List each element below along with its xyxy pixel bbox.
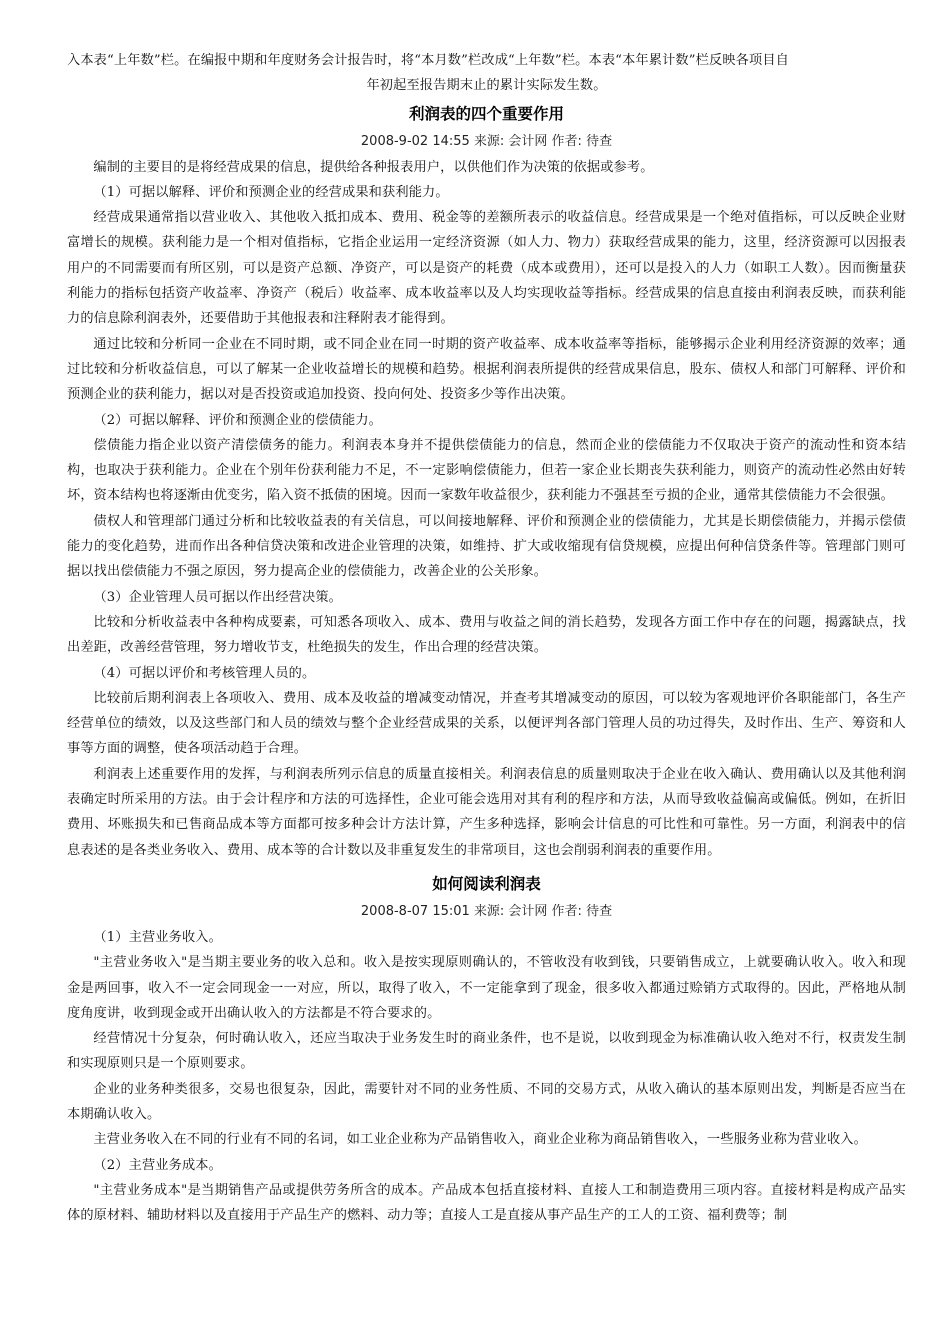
paragraph: 通过比较和分析同一企业在不同时期，或不同企业在同一时期的资产收益率、成本收益率等指标，能够揭示企业利用经济资源的效率；通过比较和分析收益信息，可以了解某一企业收益增长的规模和趋势。根据利润表所提供的经营成果信息，股东、债权人和部门可解释、评价和预测企业的获利能力，据以对是否投资或追加投资、投向何处、投资多少等作出决策。 (67, 336, 906, 403)
article-meta: 2008-8-07 15:01 来源: 会计网 作者: 待查 (360, 903, 613, 919)
article-meta: 2008-9-02 14:55 来源: 会计网 作者: 待查 (360, 133, 613, 149)
paragraph: "主营业务成本"是当期销售产品或提供劳务所含的成本。产品成本包括直接材料、直接人工和制造费用三项内容。直接材料是构成产品实体的原材料、辅助材料以及直接用于产品生产的燃料、动力等；直接人工是直接从事产品生产的工人的工资、福利费等；制 (67, 1182, 906, 1224)
paragraph: 经营情况十分复杂，何时确认收入，还应当取决于业务发生时的商业条件，也不是说，以收到现金为标准确认收入绝对不行，权责发生制和实现原则只是一个原则要求。 (67, 1031, 906, 1072)
paragraph: 比较前后期利润表上各项收入、费用、成本及收益的增减变动情况，并查考其增减变动的原因，可以较为客观地评价各职能部门，各生产经营单位的绩效，以及这些部门和人员的绩效与整个企业经营成果的关系，以便评判各部门管理人员的功过得失，及时作出、生产、筹资和人事等方面的调整，使各项活动趋于合理。 (67, 690, 906, 757)
intro-line-1: 入本表“上年数”栏。在编报中期和年度财务会计报告时，将“本月数”栏改成“上年数”栏。本表“本年累计数”栏反映各项目自 (67, 53, 790, 68)
paragraph: 编制的主要目的是将经营成果的信息，提供给各种报表用户，以供他们作为决策的依据或参考。 (93, 159, 654, 175)
paragraph: 利润表上述重要作用的发挥，与利润表所列示信息的质量直接相关。利润表信息的质量则取决于企业在收入确认、费用确认以及其他利润表确定时所采用的方法。由于会计程序和方法的可选择性，企业可能会选用对其有利的程序和方法，从而导致收益偏高或偏低。例如，在折旧费用、坏账损失和已售商品成本等方面都可按多种会计方法计算，产生多种选择，影响会计信息的可比性和可靠性。另一方面，利润表中的信息表述的是各类业务收入、费用、成本等的合计数以及非重复发生的非常项目，这也会削弱利润表的重要作用。 (67, 766, 906, 858)
article-title-profit-statement-roles: 利润表的四个重要作用 (408, 104, 564, 123)
paragraph: "主营业务收入"是当期主要业务的收入总和。收入是按实现原则确认的，不管收没有收到钱，只要销售成立，上就要确认收入。收入和现金是两回事，收入不一定会同现金一一对应，所以，取得了收入，不一定能拿到了现金，很多收入都通过赊销方式取得的。因此，严格地从制度角度讲，收到现金或开出确认收入的方法都是不符合要求的。 (67, 955, 906, 1021)
intro-line-2: 年初起至报告期末止的累计实际发生数。 (366, 78, 607, 94)
paragraph: 主营业务收入在不同的行业有不同的名词，如工业企业称为产品销售收入，商业企业称为商品销售收入，一些服务业称为营业收入。 (93, 1132, 867, 1148)
section-heading: （2）主营业务成本。 (93, 1157, 222, 1173)
section-heading: （1）可据以解释、评价和预测企业的经营成果和获利能力。 (93, 184, 449, 200)
section-heading: （4）可据以评价和考核管理人员的。 (93, 665, 316, 681)
article-title-how-to-read: 如何阅读利润表 (432, 874, 541, 893)
paragraph: 债权人和管理部门通过分析和比较收益表的有关信息，可以间接地解释、评价和预测企业的偿债能力，尤其是长期偿债能力，并揭示偿债能力的变化趋势，进而作出各种信贷决策和改进企业管理的决策，如维持、扩大或收缩现有信贷规模，应提出何种信贷条件等。管理部门则可据以找出偿债能力不强之原因，努力提高企业的偿债能力，改善企业的公关形象。 (67, 513, 906, 580)
paragraph: 企业的业务种类很多，交易也很复杂，因此，需要针对不同的业务性质、不同的交易方式，从收入确认的基本原则出发，判断是否应当在本期确认收入。 (67, 1081, 906, 1122)
section-heading: （3）企业管理人员可据以作出经营决策。 (93, 589, 343, 605)
section-heading: （2）可据以解释、评价和预测企业的偿债能力。 (93, 412, 383, 428)
paragraph: 偿债能力指企业以资产清偿债务的能力。利润表本身并不提供偿债能力的信息，然而企业的偿债能力不仅取决于资产的流动性和资本结构，也取决于获利能力。企业在个别年份获利能力不足，不一定影响偿债能力，但若一家企业长期丧失获利能力，则资产的流动性必然由好转坏，资本结构也将逐渐由优变劣，陷入资不抵债的困境。因而一家数年收益很少，获利能力不强甚至亏损的企业，通常其偿债能力不会很强。 (67, 437, 906, 504)
paragraph: 比较和分析收益表中各种构成要素，可知悉各项收入、成本、费用与收益之间的消长趋势，发现各方面工作中存在的问题，揭露缺点，找出差距，改善经营管理，努力增收节支，杜绝损失的发生，作出合理的经营决策。 (67, 614, 906, 656)
paragraph: 经营成果通常指以营业收入、其他收入抵扣成本、费用、税金等的差额所表示的收益信息。经营成果是一个绝对值指标，可以反映企业财富增长的规模。获利能力是一个相对值指标，它指企业运用一定经济资源（如人力、物力）获取经营成果的能力，这里，经济资源可以因报表用户的不同需要而有所区别，可以是资产总额、净资产，可以是资产的耗费（成本或费用），还可以是投入的人力（如职工人数）。因而衡量获利能力的指标包括资产收益率、净资产（税后）收益率、成本收益率以及人均实现收益等指标。经营成果的信息直接由利润表反映，而获利能力的信息除利润表外，还要借助于其他报表和注释附表才能得到。 (67, 210, 906, 327)
section-heading: （1）主营业务收入。 (93, 929, 222, 945)
